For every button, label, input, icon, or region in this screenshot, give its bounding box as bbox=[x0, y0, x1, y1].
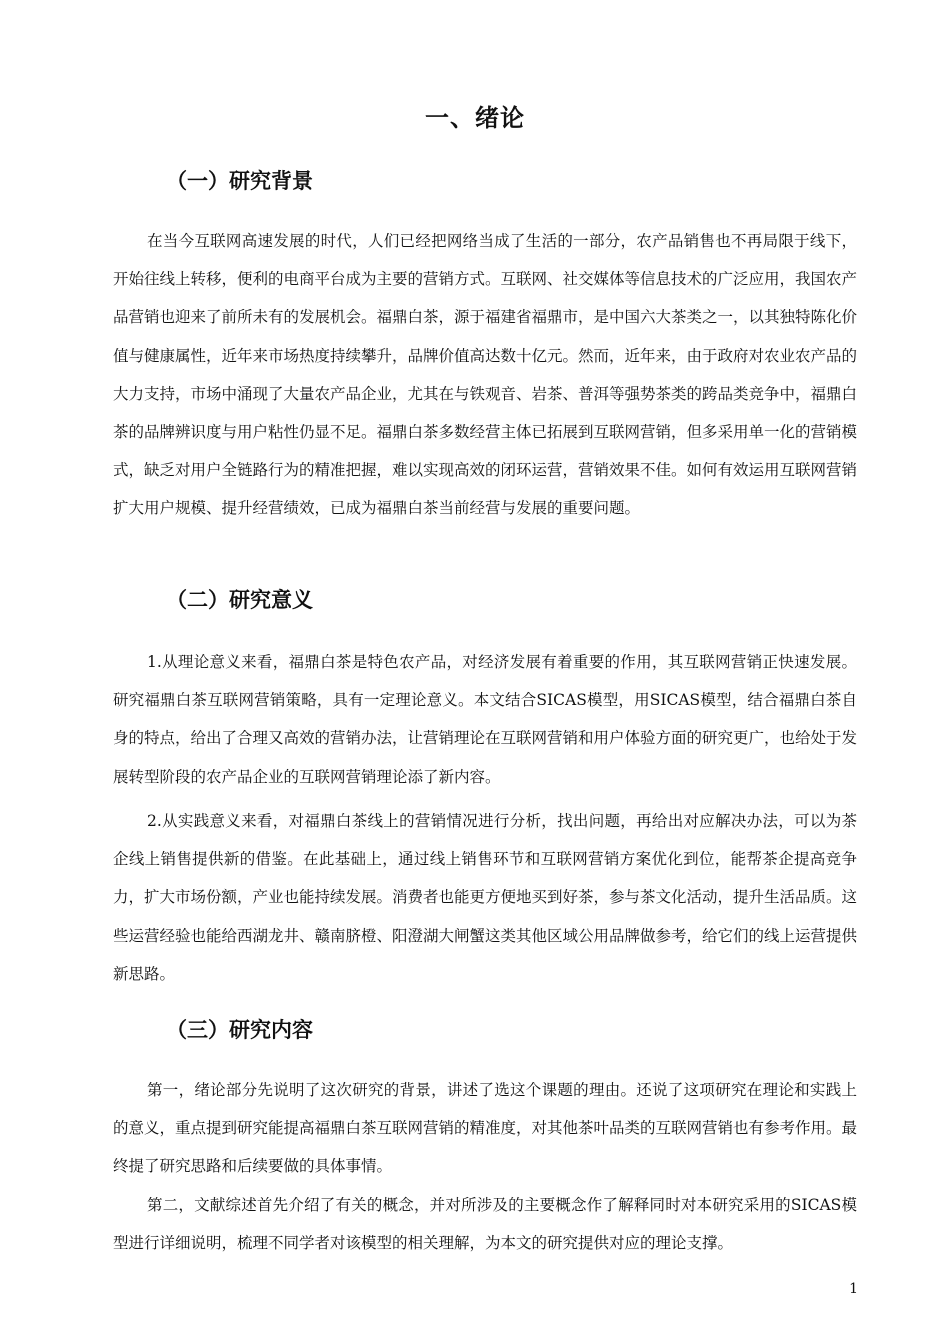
paragraph-content-second: 第二，文献综述首先介绍了有关的概念，并对所涉及的主要概念作了解释同时对本研究采用的SICAS模型进行详细说明，梳理不同学者对该模型的相关理解，为本文的研究提供对应的理论支撑。 bbox=[113, 1196, 857, 1253]
section-heading-significance: （二）研究意义 bbox=[166, 587, 313, 612]
chapter-title: 一、绪论 bbox=[425, 103, 525, 132]
paragraph-background: 在当今互联网高速发展的时代，人们已经把网络当成了生活的一部分，农产品销售也不再局限于线下，开始往线上转移，便利的电商平台成为主要的营销方式。互联网、社交媒体等信息技术的广泛应用，我国农产品营销也迎来了前所未有的发展机会。福鼎白茶，源于福建省福鼎市，是中国六大茶类之一，以其独特陈化价值与健康属性，近年来市场热度持续攀升，品牌价值高达数十亿元。然而，近年来，由于政府对农业农产品的大力支持，市场中涌现了大量农产品企业，尤其在与铁观音、岩茶、普洱等强势茶类的跨品类竞争中，福鼎白茶的品牌辨识度与用户粘性仍显不足。福鼎白茶多数经营主体已拓展到互联网营销，但多采用单一化的营销模式，缺乏对用户全链路行为的精准把握，难以实现高效的闭环运营，营销效果不佳。如何有效运用互联网营销扩大用户规模、提升经营绩效，已成为福鼎白茶当前经营与发展的重要问题。 bbox=[113, 232, 858, 518]
paragraph-theoretical-significance: 1.从理论意义来看，福鼎白茶是特色农产品，对经济发展有着重要的作用，其互联网营销正快速发展。研究福鼎白茶互联网营销策略，具有一定理论意义。本文结合SICAS模型，用SICAS模型，结合福鼎白茶自身的特点，给出了合理又高效的营销办法，让营销理论在互联网营销和用户体验方面的研究更广，也给处于发展转型阶段的农产品企业的互联网营销理论添了新内容。 bbox=[113, 653, 858, 786]
section-heading-background: （一）研究背景 bbox=[166, 168, 313, 193]
page-number: 1 bbox=[849, 1281, 858, 1297]
paragraph-practical-significance: 2.从实践意义来看，对福鼎白茶线上的营销情况进行分析，找出问题，再给出对应解决办法，可以为茶企线上销售提供新的借鉴。在此基础上，通过线上销售环节和互联网营销方案优化到位，能帮茶企提高竞争力，扩大市场份额，产业也能持续发展。消费者也能更方便地买到好茶，参与茶文化活动，提升生活品质。这些运营经验也能给西湖龙井、赣南脐橙、阳澄湖大闸蟹这类其他区域公用品牌做参考，给它们的线上运营提供新思路。 bbox=[113, 812, 858, 983]
paragraph-content-first: 第一，绪论部分先说明了这次研究的背景，讲述了选这个课题的理由。还说了这项研究在理论和实践上的意义，重点提到研究能提高福鼎白茶互联网营销的精准度，对其他茶叶品类的互联网营销也有参考作用。最终提了研究思路和后续要做的具体事情。 bbox=[113, 1081, 858, 1176]
section-heading-content: （三）研究内容 bbox=[166, 1017, 313, 1042]
